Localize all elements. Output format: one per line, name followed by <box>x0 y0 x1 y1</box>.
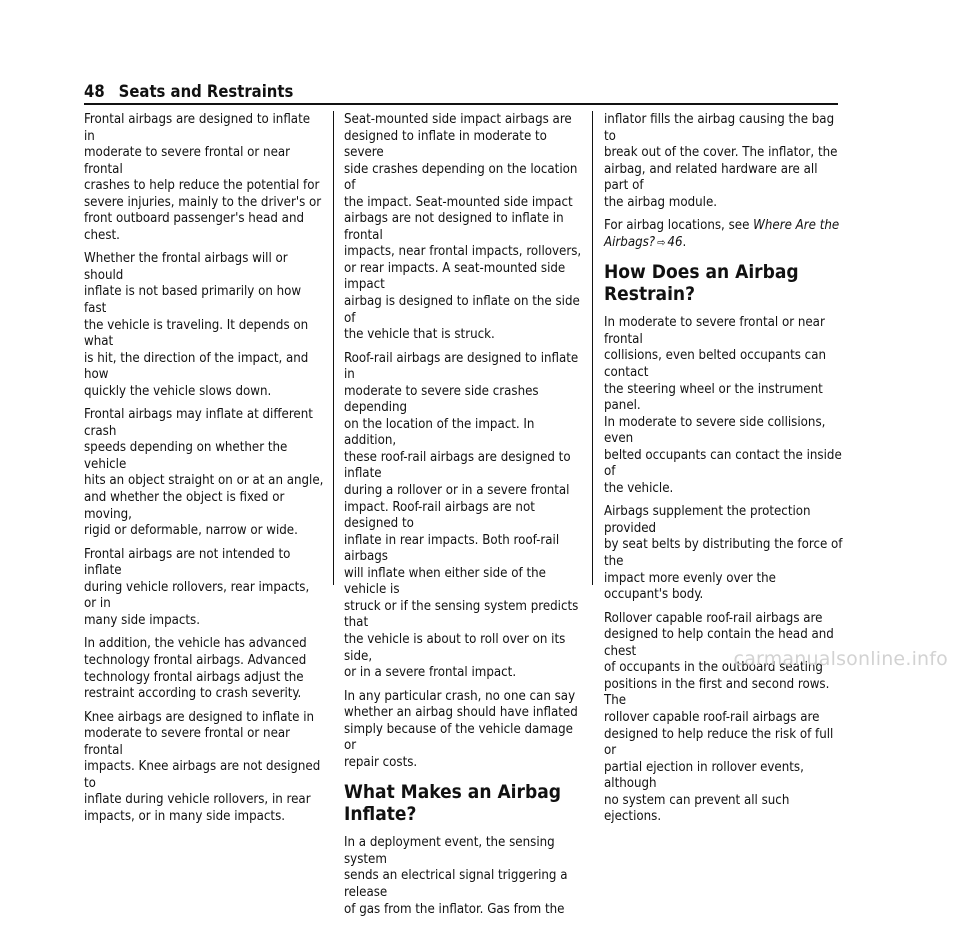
paragraph: In moderate to severe frontal or near frontal collisions, even belted occupants can contact the steering wheel or the instrument panel. In moderate to severe side collisions, even belted occupants can contact the inside of the vehicle. <box>604 315 842 496</box>
paragraph: Whether the frontal airbags will or should inflate is not based primarily on how fast the vehicle is traveling. It depends on what is hit, the direction of the impact, and how quickly the vehicle slows down. <box>84 251 309 399</box>
paragraph: Seat-mounted side impact airbags are designed to inflate in moderate to severe side crashes depending on the location of the impact. Seat-mounted side impact airbags are not designed to inflate in frontal impacts, near frontal impacts, rollovers, or rear impacts. A seat-mounted side impact airbag is designed to inflate on the side of the vehicle that is struck. <box>344 112 582 343</box>
cross-reference-link[interactable]: Where Are the Airbags? <box>604 218 840 250</box>
column-divider-1 <box>333 111 334 585</box>
page-reference-arrow-icon: ⇨ <box>657 235 666 249</box>
paragraph: Frontal airbags are not intended to inflate during vehicle rollovers, rear impacts, or in many side impacts. <box>84 546 310 628</box>
header-rule <box>84 103 838 105</box>
paragraph: Frontal airbags are designed to inflate in moderate to severe frontal or near frontal crashes to help reduce the potential for severe injuries, mainly to the driver's or front outboard passenger's head and chest. <box>84 112 322 243</box>
paragraph: Frontal airbags may inflate at different crash speeds depending on whether the vehicle hits an object straight on or at an angle, and whether the object is fixed or moving, rigid or deformable, narrow or wide. <box>84 407 324 539</box>
paragraph: Rollover capable roof-rail airbags are designed to help contain the head and chest of occupants in the outboard seating positions in the first and second rows. The rollover capable roof-rail airbags are designed to help reduce the risk of full or partial ejection in rollover events, although no system can prevent all such ejections. <box>604 610 834 825</box>
page-header <box>84 82 293 101</box>
paragraph: In a deployment event, the sensing system sends an electrical signal triggering a release of gas from the inflator. Gas from the <box>344 835 568 917</box>
paragraph: In any particular crash, no one can say whether an airbag should have inflated simply because of the vehicle damage or repair costs. <box>344 688 578 770</box>
paragraph: In addition, the vehicle has advanced technology frontal airbags. Advanced technology frontal airbags adjust the restraint according to crash severity. <box>84 636 307 702</box>
column-2 <box>344 112 584 925</box>
column-1 <box>84 112 324 832</box>
section-title: Seats and Restraints <box>118 82 294 101</box>
page-number: 48 <box>84 82 105 101</box>
paragraph: inflator fills the airbag causing the bag to break out of the cover. The inflator, the airbag, and related hardware are all part of the airbag module. <box>604 112 838 210</box>
column-3 <box>604 112 844 833</box>
cross-reference-paragraph: For airbag locations, see Where Are the Airbags? ⇨ 46. <box>604 218 840 250</box>
cross-reference-page[interactable]: 46 <box>667 234 683 250</box>
footer-watermark: carmanualsonline.info <box>733 648 948 670</box>
paragraph: Airbags supplement the protection provided by seat belts by distributing the force of the impact more evenly over the occupant's body. <box>604 504 843 603</box>
section-heading-restrain: How Does an Airbag Restrain? <box>604 261 799 306</box>
column-divider-2 <box>592 111 593 585</box>
paragraph: Roof-rail airbags are designed to inflate in moderate to severe side crashes depending on the location of the impact. In addition, these roof-rail airbags are designed to inflate during a rollover or in a severe frontal impact. Roof-rail airbags are not designed to inflate in rear impacts. Both roof-rail airbags will inflate when either side of the vehicle is struck or if the sensing system predicts that the vehicle is about to roll over on its side, or in a severe frontal impact. <box>344 350 579 681</box>
section-heading-inflate: What Makes an Airbag Inflate? <box>344 781 561 826</box>
paragraph: Knee airbags are designed to inflate in moderate to severe frontal or near frontal impacts. Knee airbags are not designed to inflate during vehicle rollovers, in rear impacts, or in many side impacts. <box>84 709 321 824</box>
